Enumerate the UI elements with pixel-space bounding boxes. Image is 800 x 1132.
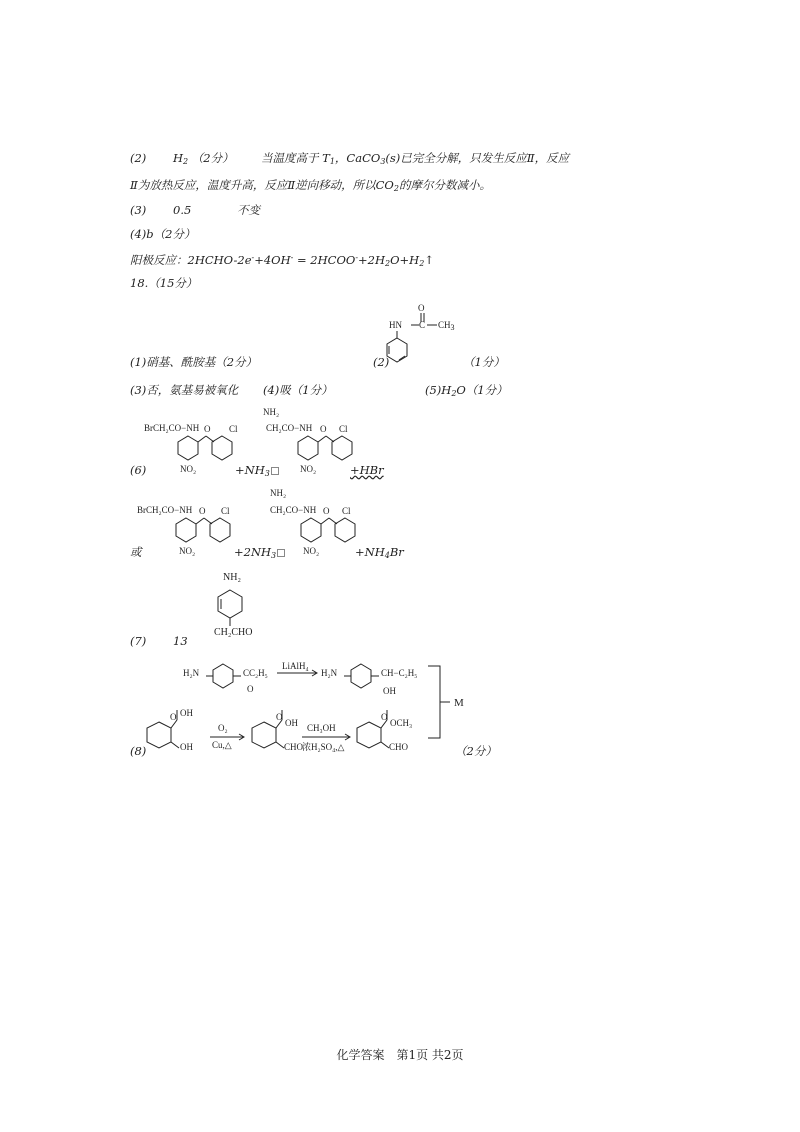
q7-nh2: NH₂ bbox=[223, 572, 241, 583]
answer-line-2-cont: Ⅱ为放热反应，温度升高，反应Ⅱ逆向移动，所以$CO_2$的摩尔分数减小。 bbox=[130, 178, 491, 193]
r1-product-rings bbox=[296, 430, 358, 468]
s8-lialh4: LiAlH₄ bbox=[282, 661, 309, 671]
s8-ch-c2h5: CH−C₂H₅ bbox=[381, 668, 418, 678]
s8-bracket bbox=[426, 664, 456, 744]
r2-product-label: CH₂CO−NH bbox=[270, 505, 317, 515]
s2-hn: HN bbox=[389, 320, 402, 330]
r2-reactant-rings bbox=[174, 512, 236, 550]
s8-cc2h5: CC₂H₅ bbox=[243, 668, 268, 678]
r1-product-no2: NO₂ bbox=[300, 464, 317, 474]
s8-mid-cho: CHO bbox=[284, 742, 304, 752]
s8-ring-1 bbox=[203, 662, 243, 692]
answer-18-7-value: 13 bbox=[173, 634, 188, 648]
s8-start-o: O bbox=[170, 712, 177, 722]
answer-18-4: (4)吸（1分） bbox=[263, 383, 333, 397]
r2-product-cl: Cl bbox=[342, 506, 351, 516]
r2-byproduct: $+NH_4Br$ bbox=[355, 545, 404, 560]
r1-reactant-o: O bbox=[204, 424, 211, 434]
s8-ketone-o: O bbox=[247, 684, 254, 694]
r1-reactant-cl: Cl bbox=[229, 424, 238, 434]
answer-18-2-points: （1分） bbox=[463, 355, 505, 369]
s8-oh: OH bbox=[383, 686, 396, 696]
r1-reactant-no2: NO₂ bbox=[180, 464, 197, 474]
s8-arrow-1 bbox=[277, 670, 319, 678]
r1-reactant-rings bbox=[176, 430, 238, 468]
s8-h2n-2: H₂N bbox=[321, 668, 338, 678]
answer-18-3: (3)否，氨基易被氧化 bbox=[130, 383, 239, 397]
r2-product-nh2: NH₂ bbox=[270, 488, 287, 498]
question-18-title: 18.（15分） bbox=[130, 276, 198, 290]
s8-end-o: O bbox=[381, 712, 388, 722]
r2-reactant-o: O bbox=[199, 506, 206, 516]
answer-line-2: (2) bbox=[130, 151, 147, 165]
answer-line-4: (4)b（2分） bbox=[130, 227, 196, 241]
r1-reactant-label: BrCH₂CO−NH bbox=[144, 423, 200, 433]
s2-c: C bbox=[419, 320, 426, 330]
r2-reagent: $+2NH_3$ bbox=[234, 545, 285, 563]
r2-product-rings bbox=[299, 512, 361, 550]
s8-h2n-1: H₂N bbox=[183, 668, 200, 678]
s8-h2so4: 浓H₂SO₄,△ bbox=[302, 742, 345, 752]
r1-reagent: $+NH_3$ bbox=[235, 463, 279, 481]
q7-ch2cho: CH₂CHO bbox=[214, 627, 253, 638]
answer-18-7-label: (7) bbox=[130, 634, 147, 648]
answer-h2: $H_2$ （2分） bbox=[173, 151, 234, 166]
s8-end-och3: OCH₃ bbox=[390, 718, 413, 728]
page-footer: 化学答案 第1页 共2页 bbox=[336, 1048, 464, 1062]
s8-start-oh-bottom: OH bbox=[180, 742, 193, 752]
r1-byproduct: +HBr bbox=[350, 463, 384, 477]
answer-line-3-value: 0.5 bbox=[173, 203, 192, 217]
answer-line-3-note: 不变 bbox=[237, 203, 260, 217]
s8-mid-o: O bbox=[276, 712, 283, 722]
anode-reaction: 阳极反应：2HCHO-2e-+4OH- = $2HCOO^-+2H_2O+H_2↑$ bbox=[130, 253, 434, 268]
s8-mid-oh: OH bbox=[285, 718, 298, 728]
r2-reactant-cl: Cl bbox=[221, 506, 230, 516]
r1-product-label: CH₂CO−NH bbox=[266, 423, 313, 433]
answer-line-3-label: (3) bbox=[130, 203, 147, 217]
r2-product-no2: NO₂ bbox=[303, 546, 320, 556]
s8-cu: Cu,△ bbox=[212, 740, 232, 750]
r1-product-nh2: NH₂ bbox=[263, 407, 280, 417]
answer-18-8-points: （2分） bbox=[455, 744, 497, 758]
r1-product-cl: Cl bbox=[339, 424, 348, 434]
r2-reactant-label: BrCH₂CO−NH bbox=[137, 505, 193, 515]
answer-line-2-text: 当温度高于 $T_1$，CaCO$_3$(s)已完全分解，只发生反应Ⅱ，反应 bbox=[261, 151, 570, 166]
r2-reactant-no2: NO₂ bbox=[179, 546, 196, 556]
answer-18-2-label: (2) bbox=[373, 355, 390, 369]
s8-end-cho: CHO bbox=[389, 742, 409, 752]
m-label: M bbox=[454, 697, 464, 709]
answer-18-6-label: (6) bbox=[130, 463, 147, 477]
s8-start-oh-top: OH bbox=[180, 708, 193, 718]
s8-ring-2 bbox=[341, 662, 381, 692]
s8-o2: O₂ bbox=[218, 723, 228, 733]
answer-18-8-label: (8) bbox=[130, 744, 147, 758]
s8-ch3oh: CH₃OH bbox=[307, 723, 336, 733]
answer-18-5: $(5)H_2O(1$分） bbox=[425, 383, 508, 398]
answer-18-6-or: 或 bbox=[130, 545, 142, 559]
s2-o: O bbox=[418, 303, 425, 313]
r2-product-o: O bbox=[323, 506, 330, 516]
r1-product-o: O bbox=[320, 424, 327, 434]
answer-18-1: (1)硝基、酰胺基（2分） bbox=[130, 355, 258, 369]
s2-ch3: CH3 bbox=[438, 320, 455, 332]
